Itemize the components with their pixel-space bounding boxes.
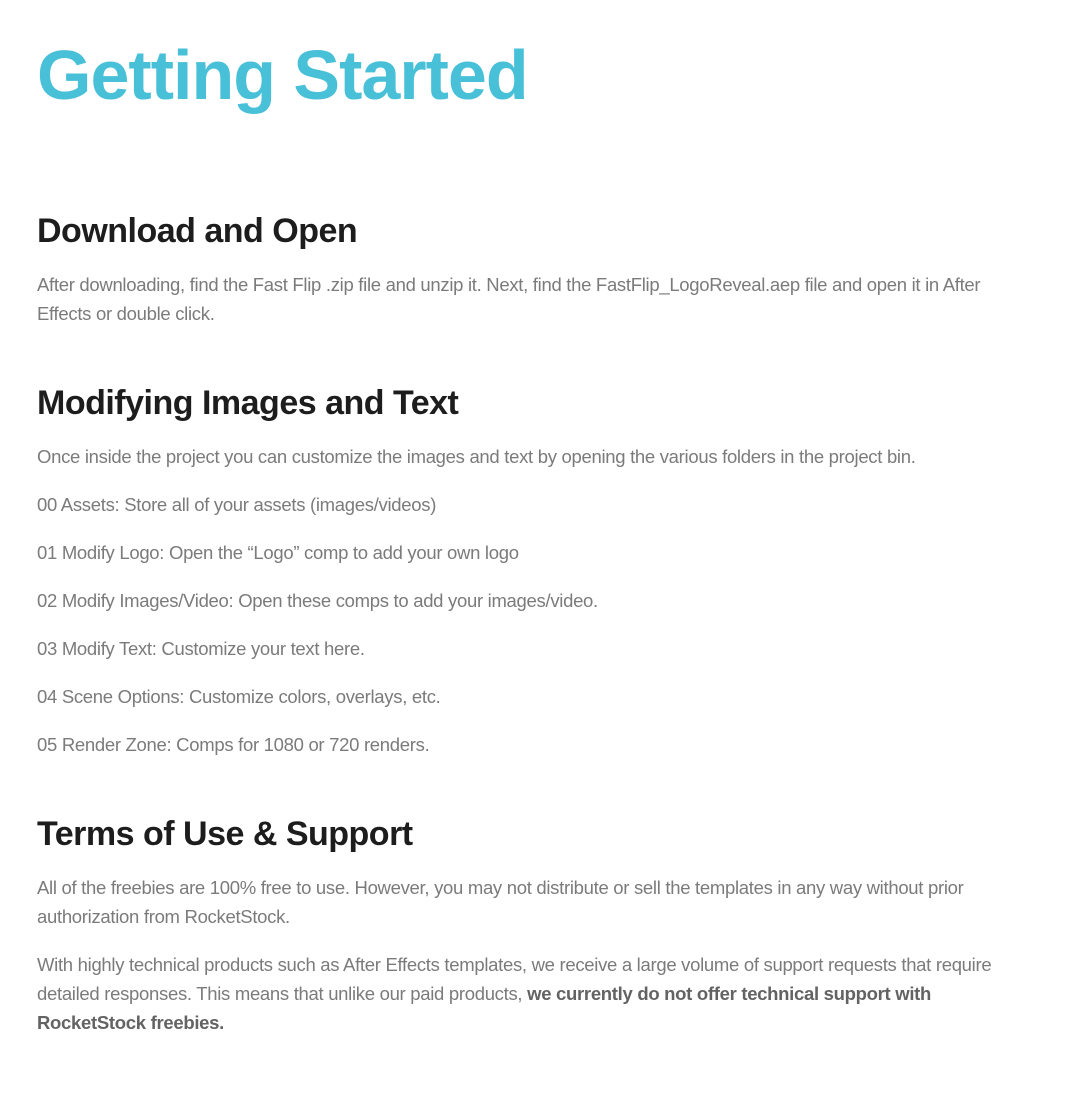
- list-item-01-modify-logo: 01 Modify Logo: Open the “Logo” comp to add your own logo: [37, 542, 519, 563]
- paragraph-download-instructions: After downloading, find the Fast Flip .zip file and unzip it. Next, find the FastFlip_LogoReveal.aep file and open it in After Effects or double click.: [37, 274, 981, 324]
- section-heading-modifying-images-and-text: Modifying Images and Text: [37, 384, 459, 422]
- section-terms-of-use-and-support: [37, 814, 1037, 1037]
- paragraph-license-terms: All of the freebies are 100% free to use. However, you may not distribute or sell the templates in any way without prior authorization from RocketStock.: [37, 877, 964, 927]
- list-item-00-assets: 00 Assets: Store all of your assets (images/videos): [37, 494, 437, 515]
- section-modifying-images-and-text: [37, 383, 1037, 759]
- section-heading-download-and-open: Download and Open: [37, 212, 358, 250]
- section-heading-terms-of-use-and-support: Terms of Use & Support: [37, 815, 413, 853]
- support-policy-regular-text: With highly technical products such as After Effects templates, we receive a large volume of support requests that require detailed responses. This means that unlike our paid products,: [37, 954, 992, 1004]
- list-item-05-render-zone: 05 Render Zone: Comps for 1080 or 720 renders.: [37, 734, 430, 755]
- section-download-and-open: [37, 211, 1037, 328]
- paragraph-project-bin-intro: Once inside the project you can customize the images and text by opening the various folders in the project bin.: [37, 446, 916, 467]
- page-title: Getting Started: [37, 36, 528, 114]
- list-item-03-modify-text: 03 Modify Text: Customize your text here.: [37, 638, 365, 659]
- list-item-02-modify-images-video: 02 Modify Images/Video: Open these comps to add your images/video.: [37, 590, 598, 611]
- support-policy-bold-text: we currently do not offer technical support with RocketStock freebies.: [37, 983, 932, 1033]
- list-item-04-scene-options: 04 Scene Options: Customize colors, overlays, etc.: [37, 686, 441, 707]
- paragraph-support-policy: [37, 950, 1037, 1037]
